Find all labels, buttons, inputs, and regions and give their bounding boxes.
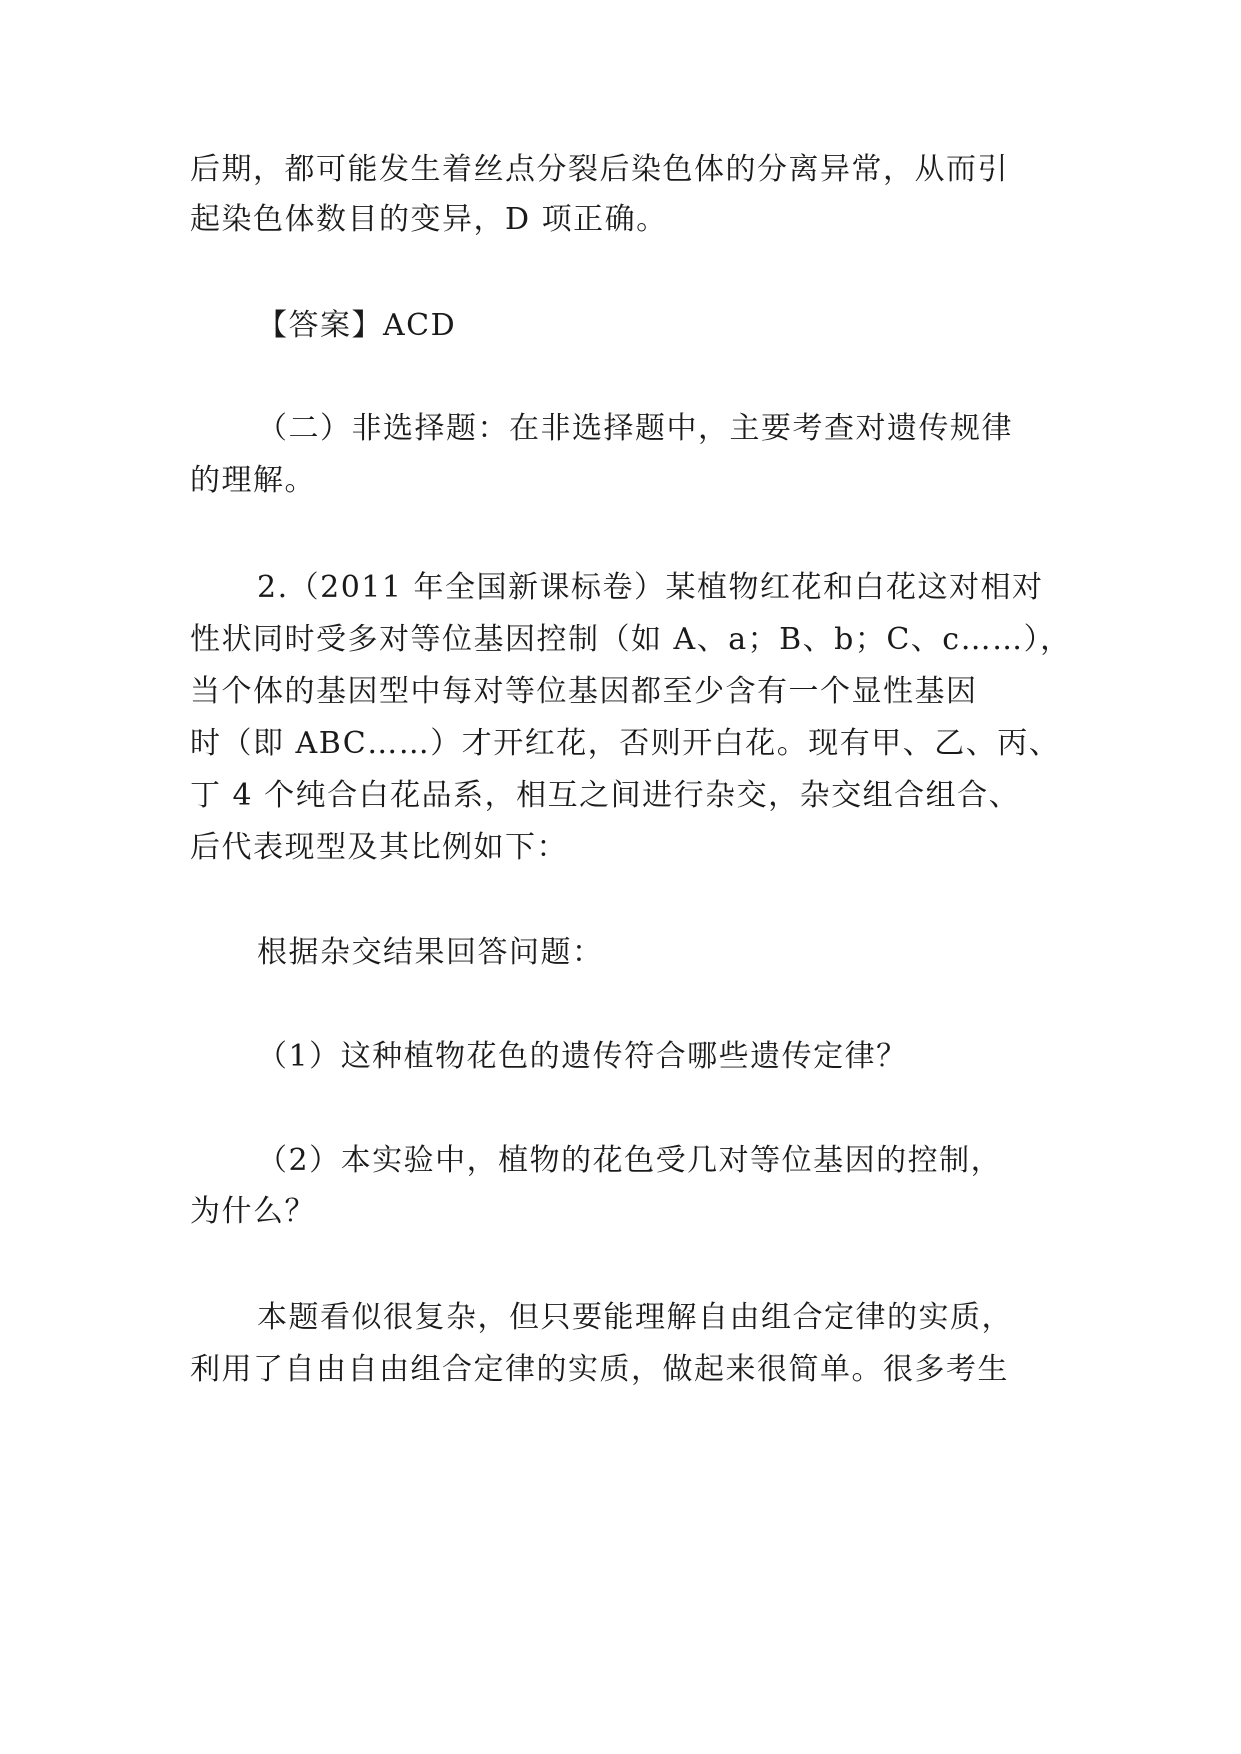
sub-question-2-line-1: （2）本实验中，植物的花色受几对等位基因的控制， <box>257 1143 1003 1178</box>
text-line-2: 起染色体数目的变异，D 项正确。 <box>190 202 668 237</box>
answer-line: 【答案】ACD <box>257 308 457 343</box>
question-2-line-4: 时（即 ABC……）才开红花，否则开白花。现有甲、乙、丙、 <box>190 726 1061 761</box>
question-2-line-5: 丁 4 个纯合白花品系，相互之间进行杂交，杂交组合组合、 <box>190 778 1021 813</box>
text-line-5: 的理解。 <box>190 463 316 498</box>
question-2-line-6: 后代表现型及其比例如下： <box>190 830 568 865</box>
analysis-line-1: 本题看似很复杂，但只要能理解自由组合定律的实质， <box>257 1300 1013 1335</box>
text-line-1: 后期，都可能发生着丝点分裂后染色体的分离异常，从而引 <box>190 152 1009 187</box>
analysis-line-2: 利用了自由自由组合定律的实质，做起来很简单。很多考生 <box>190 1352 1009 1387</box>
question-2-line-3: 当个体的基因型中每对等位基因都至少含有一个显性基因 <box>190 674 978 709</box>
section-heading-line: （二）非选择题：在非选择题中，主要考查对遗传规律 <box>257 411 1013 446</box>
question-2-line-2: 性状同时受多对等位基因控制（如 A、a；B、b；C、c……）， <box>190 622 1072 657</box>
sub-question-2-line-2: 为什么？ <box>190 1194 316 1229</box>
sub-question-1-line: （1）这种植物花色的遗传符合哪些遗传定律？ <box>257 1039 908 1074</box>
instruction-line: 根据杂交结果回答问题： <box>257 935 604 970</box>
question-2-line-1: 2.（2011 年全国新课标卷）某植物红花和白花这对相对 <box>257 570 1044 605</box>
